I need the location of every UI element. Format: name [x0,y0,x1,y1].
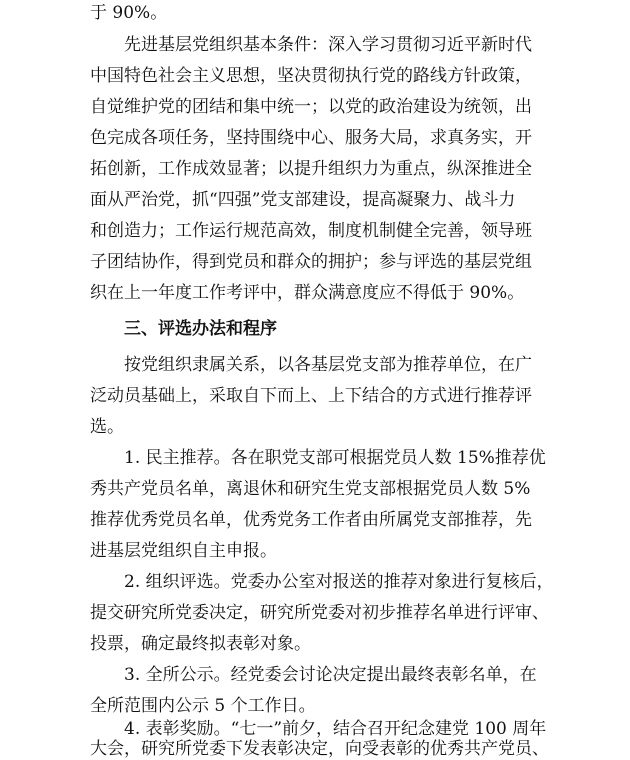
text-line: 面从严治党，抓“四强”党支部建设，提高凝聚力、战斗力 [90,190,516,210]
text-line: 先进基层党组织基本条件：深入学习贯彻习近平新时代 [124,35,532,55]
text-line: 3. 全所公示。经党委会讨论决定提出最终表彰名单，在 [124,665,537,685]
text-line: 子团结协作，得到党员和群众的拥护；参与评选的基层党组 [90,252,532,272]
text-line: 自觉维护党的团结和集中统一；以党的政治建设为统领，出 [90,97,532,117]
text-line: 大会，研究所党委下发表彰决定，向受表彰的优秀共产党员、 [90,739,549,759]
text-line: 按党组织隶属关系，以各基层党支部为推荐单位，在广 [124,355,532,375]
text-line: 1. 民主推荐。各在职党支部可根据党员人数 15%推荐优 [124,448,546,468]
text-line: 推荐优秀党员名单，优秀党务工作者由所属党支部推荐，先 [90,510,532,530]
text-line: 提交研究所党委决定，研究所党委对初步推荐名单进行评审、 [90,603,549,623]
text-line: 泛动员基础上，采取自下而上、上下结合的方式进行推荐评 [90,386,532,406]
text-line: 织在上一年度工作考评中，群众满意度应不得低于 90%。 [90,283,525,303]
text-line: 于 90%。 [90,3,168,23]
text-line: 全所范围内公示 5 个工作日。 [90,696,316,716]
text-line: 选。 [90,417,124,437]
text-line: 秀共产党员名单，离退休和研究生党支部根据党员人数 5% [90,479,531,499]
text-line: 4. 表彰奖励。“七一”前夕，结合召开纪念建党 100 周年 [124,719,547,739]
text-line: 2. 组织评选。党委办公室对报送的推荐对象进行复核后， [124,572,554,592]
text-line: 投票，确定最终拟表彰对象。 [90,634,311,654]
text-line: 色完成各项任务，坚持围绕中心、服务大局，求真务实，开 [90,128,532,148]
text-line: 中国特色社会主义思想，坚决贯彻执行党的路线方针政策， [90,66,532,86]
text-line: 拓创新，工作成效显著；以提升组织力为重点，纵深推进全 [90,159,532,179]
text-line: 和创造力；工作运行规范高效，制度机制健全完善，领导班 [90,221,532,241]
text-line: 进基层党组织自主申报。 [90,541,277,561]
section-heading: 三、评选办法和程序 [124,319,277,339]
